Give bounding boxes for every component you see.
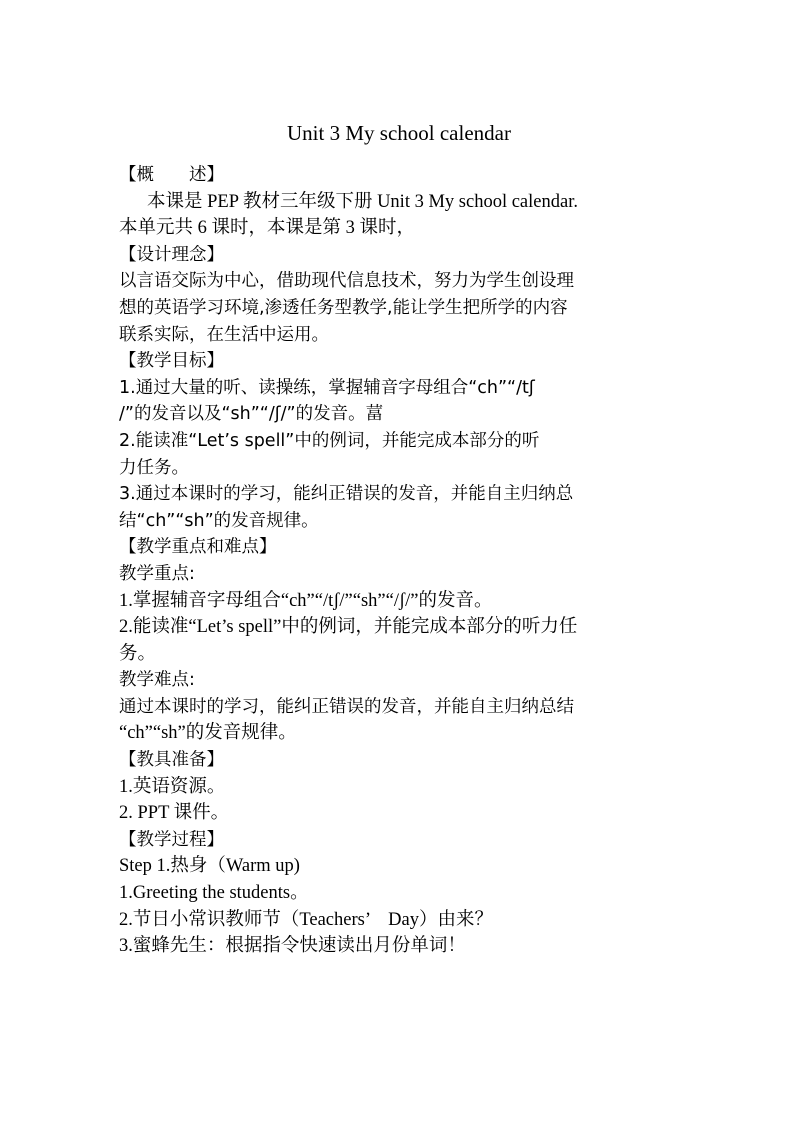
text-line: Step 1.热身（Warm up): [119, 856, 300, 877]
text-line: “ch”“sh”的发音规律。: [119, 723, 297, 744]
text-line: 1.英语资源。: [119, 776, 226, 797]
document-title: Unit 3 My school calendar: [287, 121, 511, 145]
text-line: 结“ch”“sh”的发音规律。: [119, 510, 319, 531]
text-line: 3.通过本课时的学习，能纠正错误的发音，并能自主归纳总: [119, 484, 574, 505]
text-line: 联系实际，在生活中运用。: [119, 324, 329, 345]
text-line: 2.节日小常识教师节（Teachers’ Day）由来？: [119, 909, 493, 930]
text-line: 力任务。: [119, 457, 189, 478]
text-line: 教学难点:: [119, 670, 195, 691]
text-line: 教学重点:: [119, 563, 195, 584]
text-line: 2. PPT 课件。: [119, 803, 230, 824]
text-line: 【教学重点和难点】: [119, 537, 277, 558]
text-line: 本课是 PEP 教材三年级下册 Unit 3 My school calendar.: [147, 191, 578, 212]
text-line: 2.能读准“Let’s spell”中的例词，并能完成本部分的听: [119, 430, 540, 451]
text-line: 【设计理念】: [119, 244, 224, 265]
text-line: 1.通过大量的听、读操练，掌握辅音字母组合“ch”“/tʃ: [119, 377, 535, 398]
text-line: 3.蜜蜂先生：根据指令快速读出月份单词！: [119, 936, 466, 957]
text-line: 2.能读准“Let’s spell”中的例词，并能完成本部分的听力任: [119, 617, 578, 638]
text-line: 本单元共 6 课时，本课是第 3 课时，: [119, 218, 416, 239]
document-body: [119, 162, 679, 960]
text-line: 1.Greeting the students。: [119, 883, 309, 904]
text-line: /”的发音以及“sh”“/ʃ/”的发音。葍: [119, 404, 384, 425]
text-line: 【概 述】: [119, 165, 224, 185]
text-line: 【教学目标】: [119, 351, 224, 372]
text-line: 【教具准备】: [119, 750, 224, 771]
text-line: 1.掌握辅音字母组合“ch”“/tʃ/”“sh”“/ʃ/”的发音。: [119, 590, 493, 611]
text-line: 通过本课时的学习，能纠正错误的发音，并能自主归纳总结: [119, 696, 574, 717]
text-line: 以言语交际为中心，借助现代信息技术，努力为学生创设理: [119, 271, 574, 292]
text-line: 【教学过程】: [119, 829, 224, 850]
document-page: [119, 118, 679, 960]
text-line: 务。: [119, 643, 157, 664]
text-line: 想的英语学习环境,渗透任务型教学,能让学生把所学的内容: [119, 297, 568, 318]
